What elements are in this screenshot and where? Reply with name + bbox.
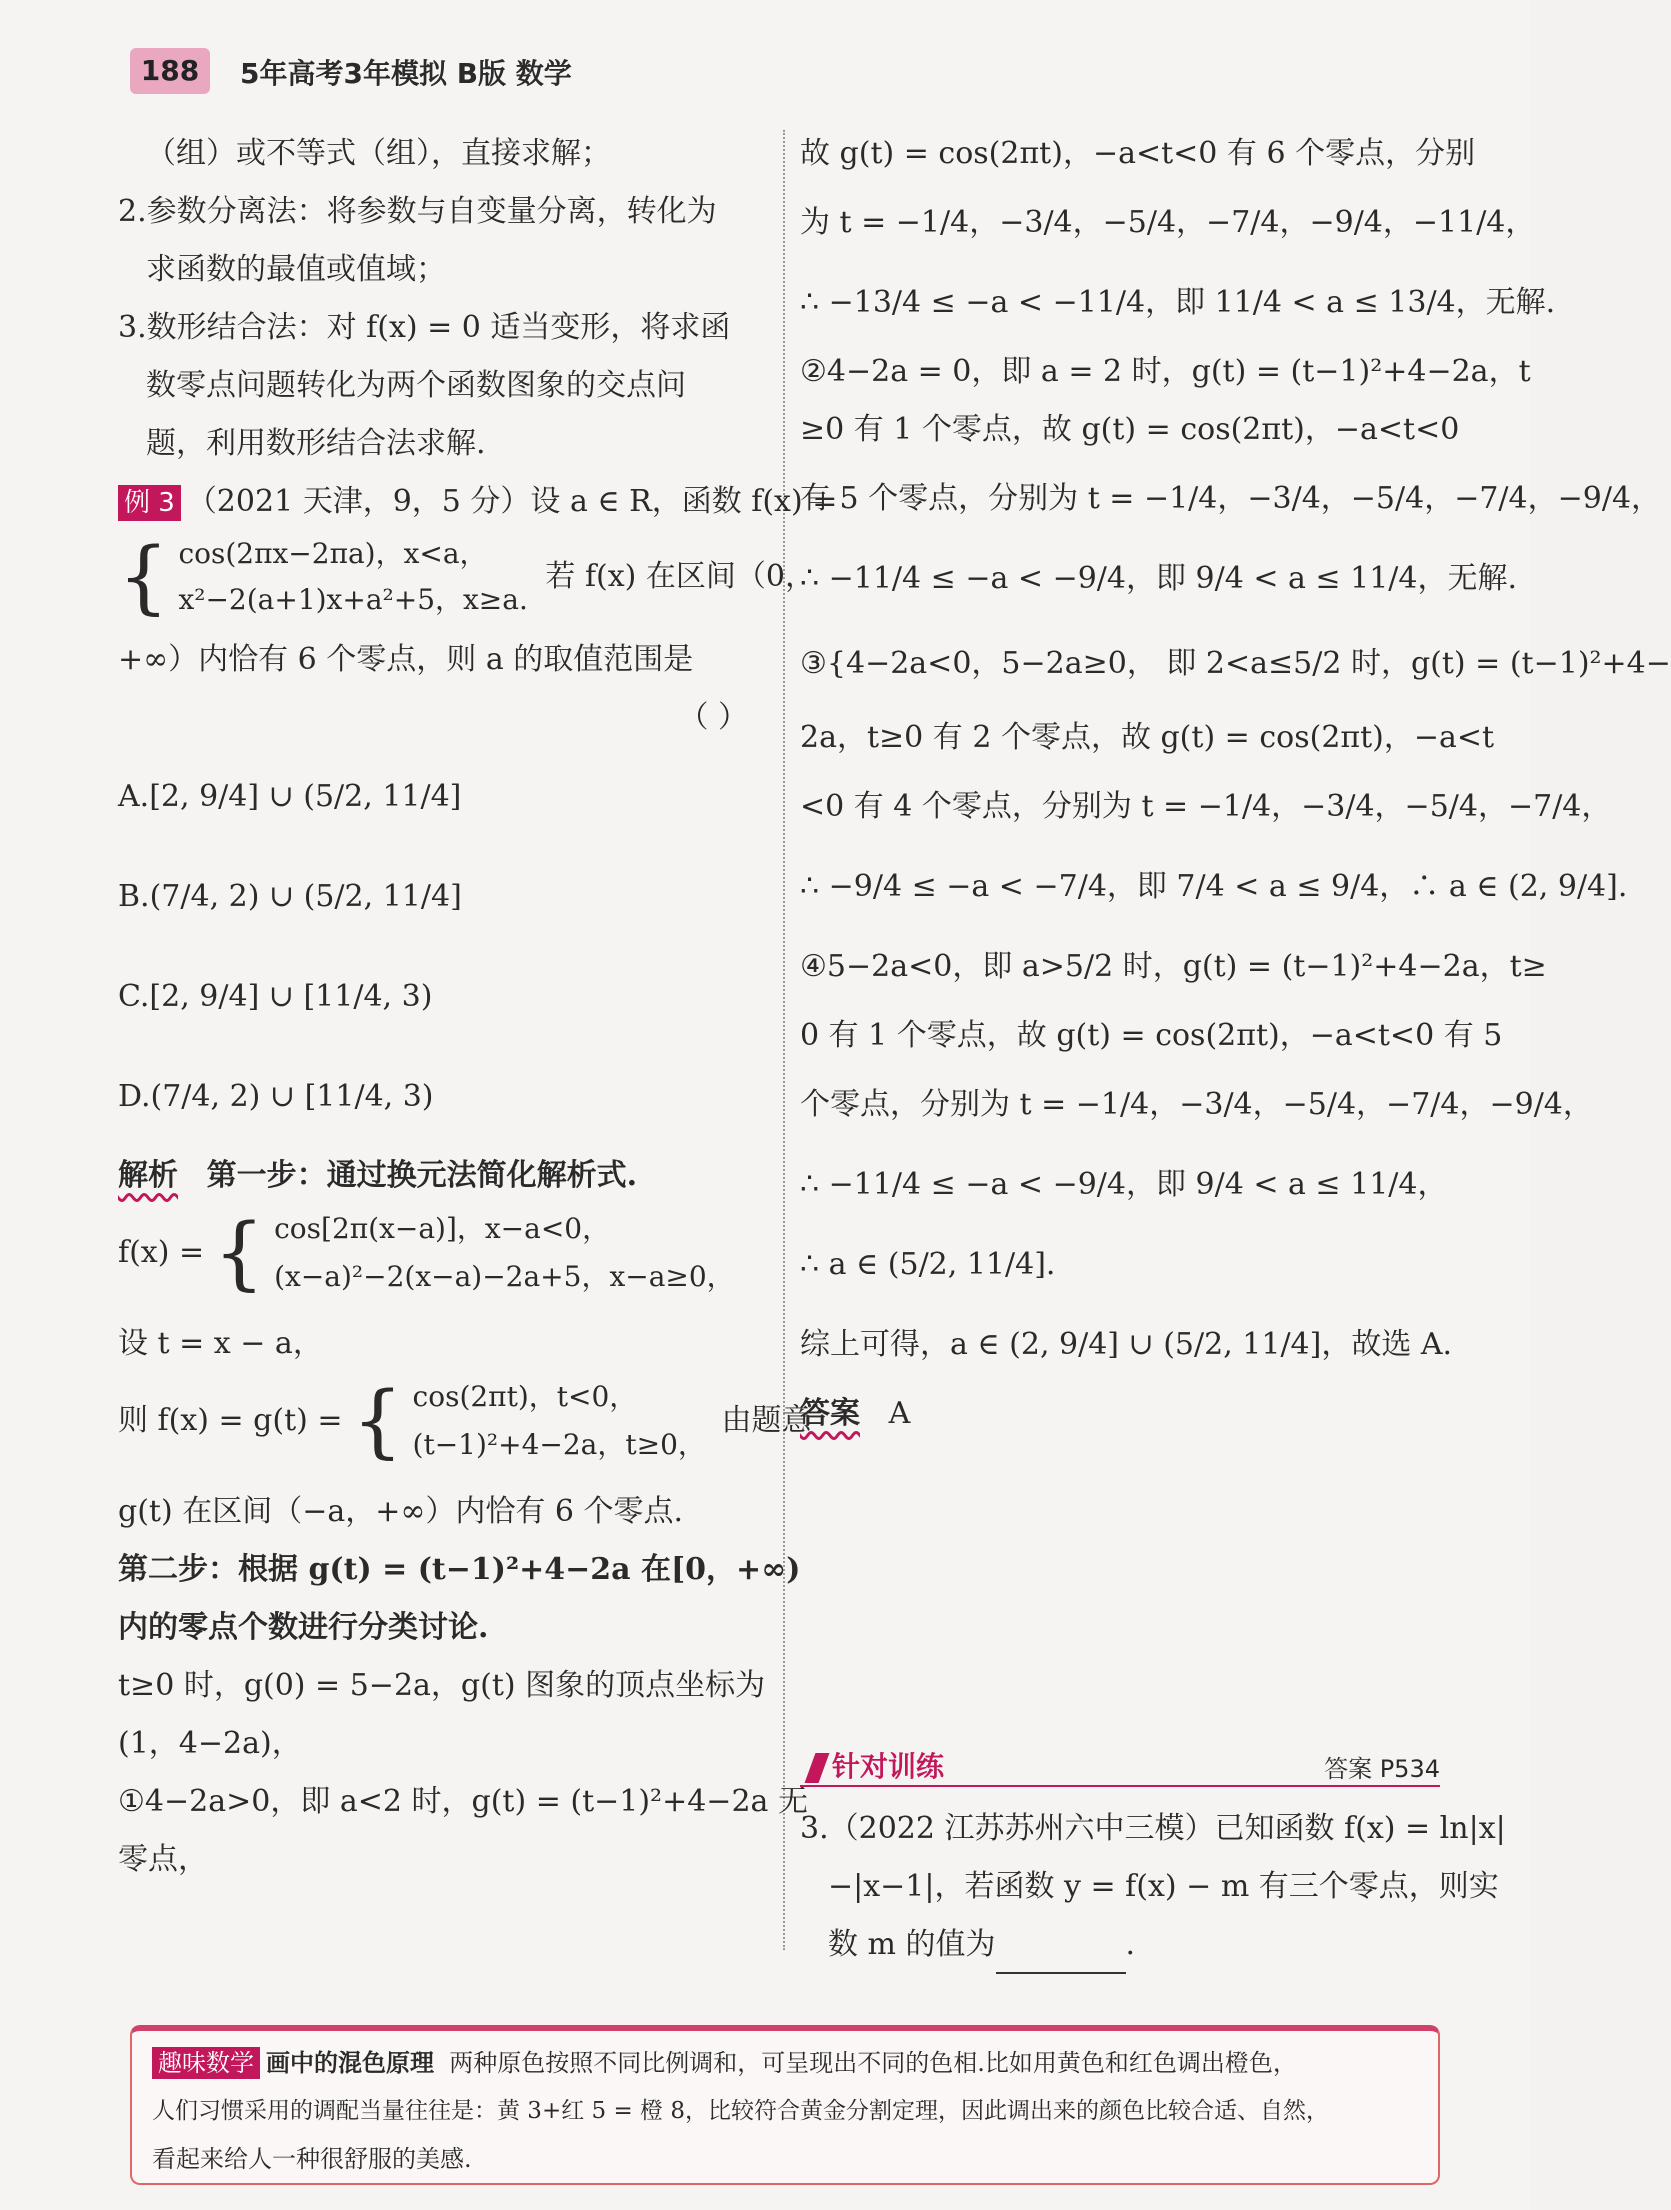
- text-line: ②4−2a = 0，即 a = 2 时，g(t) = (t−1)²+4−2a，t: [800, 354, 1531, 389]
- training-title: [810, 1745, 944, 1785]
- text-line: 数零点问题转化为两个函数图象的交点问: [146, 368, 686, 403]
- text-line: 为 t = −1/4，−3/4，−5/4，−7/4，−9/4，−11/4，: [800, 205, 1536, 240]
- box-line: [152, 2039, 1418, 2087]
- fx-definition: [118, 1205, 758, 1315]
- text-line: 3.数形结合法：对 f(x) = 0 适当变形，将求函: [118, 310, 731, 345]
- text-line: 故 g(t) = cos(2πt)，−a<t<0 有 6 个零点，分别: [800, 136, 1476, 171]
- book-title: 5年高考3年模拟 B版 数学: [240, 57, 572, 90]
- text-line: ④5−2a<0，即 a>5/2 时，g(t) = (t−1)²+4−2a，t≥: [800, 949, 1547, 984]
- pencil-icon: [805, 1753, 830, 1783]
- option-d: D.(7/4, 2) ∪ [11/4, 3): [118, 1079, 434, 1114]
- text-line: <0 有 4 个零点，分别为 t = −1/4，−3/4，−5/4，−7/4，: [800, 789, 1612, 824]
- page-number: 188: [130, 48, 210, 94]
- text-line: −|x−1|，若函数 y = f(x) − m 有三个零点，则实: [828, 1869, 1499, 1904]
- text-line: t≥0 时，g(0) = 5−2a，g(t) 图象的顶点坐标为: [118, 1668, 766, 1703]
- text-span: 由题意: [721, 1403, 812, 1438]
- column-divider: [783, 130, 785, 1950]
- case-line: cos(2πt)，t<0，: [412, 1380, 638, 1413]
- fun-math-tag: 趣味数学: [152, 2047, 260, 2079]
- text-line: 题，利用数形结合法求解.: [146, 426, 486, 461]
- training-question: [800, 1800, 1506, 1974]
- piecewise-definition: [118, 530, 815, 631]
- case-line: x²−2(a+1)x+a²+5，x≥a.: [178, 583, 528, 616]
- text-line: ≥0 有 1 个零点，故 g(t) = cos(2πt)，−a<t<0: [800, 412, 1460, 447]
- example-tag: 例 3: [118, 485, 181, 521]
- answer-tag: 答案: [800, 1396, 860, 1431]
- option-b: B.(7/4, 2) ∪ (5/2, 11/4]: [118, 879, 462, 914]
- text-line: 综上可得，a ∈ (2, 9/4] ∪ (5/2, 11/4]，故选 A.: [800, 1327, 1453, 1362]
- text-line: +∞）内恰有 6 个零点，则 a 的取值范围是: [118, 642, 694, 677]
- text-line: g(t) 在区间（−a，+∞）内恰有 6 个零点.: [118, 1494, 684, 1529]
- box-title: 画中的混色原理: [266, 2048, 434, 2077]
- step-title: 第二步：根据 g(t) = (t−1)²+4−2a 在[0，+∞): [118, 1552, 801, 1587]
- text-line: ③{4−2a<0，5−2a≥0， 即 2<a≤5/2 时，g(t) = (t−1)²+4−: [800, 646, 1671, 681]
- text-line: （组）或不等式（组），直接求解；: [146, 136, 611, 171]
- text-span: f(x) =: [118, 1235, 205, 1270]
- text-line: 0 有 1 个零点，故 g(t) = cos(2πt)，−a<t<0 有 5: [800, 1018, 1503, 1053]
- text-span: 数 m 的值为: [828, 1927, 996, 1962]
- step-title: 内的零点个数进行分类讨论.: [118, 1610, 489, 1645]
- text-line: 有 5 个零点，分别为 t = −1/4，−3/4，−5/4，−7/4，−9/4，: [800, 481, 1662, 516]
- text-line: 个零点，分别为 t = −1/4，−3/4，−5/4，−7/4，−9/4，: [800, 1087, 1593, 1122]
- g-definition: [118, 1373, 812, 1483]
- box-line: 看起来给人一种很舒服的美感.: [152, 2145, 472, 2173]
- text-span: 则 f(x) = g(t) =: [118, 1403, 343, 1438]
- option-c: C.[2, 9/4] ∪ [11/4, 3): [118, 979, 433, 1014]
- text-line: ∴ −9/4 ≤ −a < −7/4，即 7/4 < a ≤ 9/4，∴ a ∈ (2, 9/4].: [800, 869, 1628, 904]
- solution-heading: [118, 1147, 758, 1205]
- training-bar: [800, 1745, 1440, 1787]
- answer-blank: [996, 1942, 1126, 1974]
- text-line: 零点，: [118, 1842, 208, 1877]
- training-answer-ref: 答案 P534: [1324, 1755, 1440, 1783]
- option-a: A.[2, 9/4] ∪ (5/2, 11/4]: [118, 779, 462, 814]
- solution-tag: 解析: [118, 1158, 178, 1193]
- text-line: ∴ −13/4 ≤ −a < −11/4，即 11/4 < a ≤ 13/4，无解.: [800, 285, 1556, 320]
- case-line: (x−a)²−2(x−a)−2a+5，x−a≥0，: [274, 1260, 735, 1293]
- text-line: 设 t = x − a，: [118, 1326, 323, 1361]
- right-column: [800, 125, 1671, 1443]
- case-line: cos[2π(x−a)]，x−a<0，: [274, 1212, 611, 1245]
- text-span: 两种原色按照不同比例调和，可呈现出不同的色相.比如用黄色和红色调出橙色，: [449, 2049, 1297, 2077]
- case-line: cos(2πx−2πa)，x<a，: [178, 537, 488, 570]
- text-line: 求函数的最值或值域；: [146, 252, 446, 287]
- brace: {: [213, 1206, 265, 1299]
- brace: {: [118, 530, 169, 623]
- text-line: 2a，t≥0 有 2 个零点，故 g(t) = cos(2πt)，−a<t: [800, 720, 1495, 755]
- answer-paren: （ ）: [678, 700, 748, 735]
- text-line: ∴ a ∈ (5/2, 11/4].: [800, 1247, 1056, 1282]
- text-line: 数 m 的值为 .: [800, 1916, 1440, 1974]
- brace: {: [352, 1374, 403, 1467]
- text-line: 3.（2022 江苏苏州六中三模）已知函数 f(x) = ln|x|: [800, 1811, 1506, 1846]
- step-title: 第一步：通过换元法简化解析式.: [206, 1158, 638, 1193]
- text-span: 若 f(x) 在区间（0，: [545, 559, 815, 594]
- answer-line: [800, 1385, 1440, 1443]
- fun-math-box: [130, 2025, 1440, 2185]
- text-line: ①4−2a>0，即 a<2 时，g(t) = (t−1)²+4−2a 无: [118, 1784, 808, 1819]
- text-line: (1，4−2a)，: [118, 1726, 302, 1761]
- text-line: ∴ −11/4 ≤ −a < −9/4，即 9/4 < a ≤ 11/4，无解.: [800, 561, 1518, 596]
- text-line: 2.参数分离法：将参数与自变量分离，转化为: [118, 194, 717, 229]
- answer-value: A: [888, 1396, 911, 1431]
- text-span: 针对训练: [832, 1750, 945, 1783]
- text-line: ∴ −11/4 ≤ −a < −9/4，即 9/4 < a ≤ 11/4，: [800, 1167, 1448, 1202]
- box-line: 人们习惯采用的调配当量往往是：黄 3+红 5 = 橙 8，比较符合黄金分割定理，因此调出来的颜色比较合适、自然，: [152, 2098, 1329, 2124]
- example-line: [118, 473, 838, 531]
- text-span: （2021 天津，9，5 分）设 a ∈ R，函数 f(x) =: [186, 484, 838, 519]
- case-line: (t−1)²+4−2a，t≥0，: [412, 1428, 706, 1461]
